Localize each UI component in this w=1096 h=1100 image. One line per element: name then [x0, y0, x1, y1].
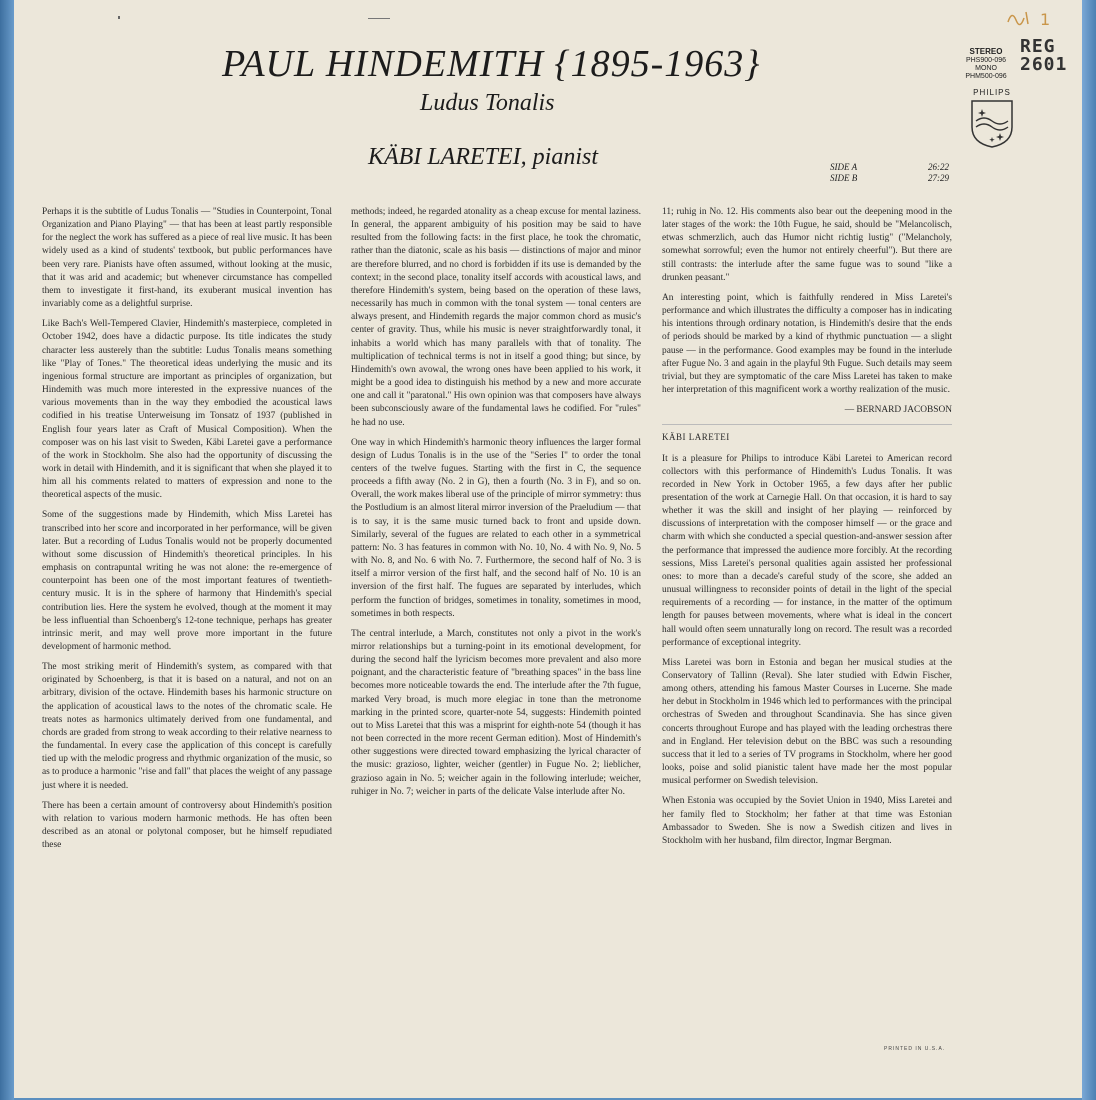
- library-stamp: [1020, 38, 1067, 74]
- handwritten-number: 1: [1040, 10, 1051, 29]
- notes-column-1: [42, 206, 332, 859]
- work-title: Ludus Tonalis: [420, 90, 555, 116]
- philips-logo: [968, 88, 1016, 154]
- catalog-numbers: [962, 48, 1010, 81]
- mono-catalog-number: PHM500-096: [965, 73, 1007, 80]
- philips-shield-icon: [968, 97, 1016, 149]
- sleeve-edge-right: [1082, 0, 1096, 1100]
- stamp-line-1: REG: [1020, 36, 1056, 57]
- paragraph: Some of the suggestions made by Hindemith, which Miss Laretei has transcribed into her score and incorporated in her performance, will be given later. But a recording of Ludus Tonalis would not be properly documented without some discussion of Hindemith's theoretical principles. In his emphasis on contrapuntal writing he was not alone: the re-emergence of counterpoint has been one of the most important features of twentieth-century music. It is in the sphere of harmony that Hindemith's special contribution lies. Here the system he evolved, though at the moment it may be less influential than Schoenberg's 12-tone technique, perhaps has greater intrinsic merit, and may well prove more important in the future development of harmonic method.: [42, 510, 332, 652]
- paragraph: One way in which Hindemith's harmonic theory influences the larger formal design of Ludus Tonalis is in the use of the "Series I" to order the tonal centers of the twelve fugues. Starting with the first in C, the sequence proceeds a fifth away (No. 2 in G), then a fourth (No. 3 in F), and so on. Overall, the work makes liberal use of the principle of mirror symmetry: thus the Postludium is an almost literal mirror inversion of the Praeludium — that is to say, it is the same music turned back to front and upside down. Similarly, several of the fugues are related to each other in a symmetrical pattern: No. 3 has features in common with No. 10, No. 4 with No. 9, No. 5 with No. 8, and No. 6 with No. 7. Furthermore, the second half of No. 3 is itself a mirror version of the first half, and the second half of No. 10 is an inversion of the first half. The fugues are separated by interludes, which perform the function of bridges, sometimes in tonality, sometimes in mood, sometimes in both respects.: [351, 437, 641, 619]
- performer-credit: KÄBI LARETEI, pianist: [368, 144, 598, 170]
- stereo-catalog-number: PHS900-096: [965, 57, 1007, 64]
- paragraph: Like Bach's Well-Tempered Clavier, Hindemith's masterpiece, completed in October 1942, does have a didactic purpose. Its title indicates the study character less austerely than the subtitle: Ludus Tonalis means something like "Play of Tones." The theoretical ideas underlying the music and its ingenious formal structure are important as principles of organization, but Hindemith was much more interested in the expressive nuances of the various movements than in the way they embodied the acoustical laws codified in his treatise Unterweisung im Tonsatz of 1937 (published in English four years later as Craft of Musical Composition). When the composer was on his last visit to Sweden, Käbi Laretei gave a performance of the work in Stockholm. She also had the opportunity of discussing the work in detail with Hindemith, and it is significant that when she played it to him all his comments related to matters of expression and none to the theoretical aspects of the music.: [42, 319, 332, 501]
- handwritten-mark: [1040, 10, 1050, 29]
- printed-in-usa: PRINTED IN U.S.A.: [884, 1046, 946, 1052]
- biography-heading: KÄBI LARETEI: [662, 424, 952, 444]
- stereo-label: STEREO: [969, 47, 1003, 56]
- print-speck: [118, 16, 120, 19]
- notes-column-3: [662, 206, 952, 855]
- paragraph: methods; indeed, he regarded atonality as a cheap excuse for mental laziness. In general, the apparent ambiguity of his position may be said to have resulted from the following facts: in the first place, he took the chromatic, rather than the diatonic, scale as his basis — distinctions of major and minor are therefore blurred, and no chord is forbidden if its use is demanded by the context; in the second place, tonality itself accords with acoustical laws, and therefore Hindemith's system, being based on the operation of these laws, necessarily has much in common with the tonal system — tonal centers are always present, and Hindemith regards the major common chord as music's center of gravity. Thus, while his music is never straightforwardly tonal, it inhabits a world which has many parallels with that of tonality. The multiplication of technical terms is not in itself a good thing; but since, by Hindemith's own avowal, the wrong ones have been applied to his work, it might be a good idea to distinguish his method by a new and more accurate one and call it "paratonal." His own opinion was that composers have always been subconsciously aware of the fundamental laws he codified. For "rules" he had no use.: [351, 207, 641, 428]
- stamp-line-2: 2601: [1020, 54, 1068, 75]
- handwritten-scribble-icon: [1006, 8, 1036, 28]
- paragraph: Perhaps it is the subtitle of Ludus Tonalis — "Studies in Counterpoint, Tonal Organization and Piano Playing" — that has been at least partly responsible for the neglect the work has suffered as a piece of real live music. It has been widely used as a kind of students' textbook, but public performances have been very rare. Pianists have often assumed, without looking at the music, that it was arid and academic; but whenever circumstance has compelled them to investigate it first-hand, its exuberant musical invention has invariably come as a delightful surprise.: [42, 207, 332, 310]
- paragraph: Miss Laretei was born in Estonia and began her musical studies at the Conservatory of Tallinn (Reval). She later studied with Edwin Fischer, among others, attending his famous Master Courses in Lucerne. She made her debut in Stockholm in 1946 which led to performances with the principal orchestras of Sweden and throughout Scandinavia. She has since given concerts throughout Europe and has played with the leading orchestras there and in England. Her television debut on the BBC was such a resounding success that it led to a series of TV programs in Stockholm, where her good looks, poise and solid pianistic talent have made her the most popular musical performer on Swedish television.: [662, 657, 952, 787]
- side-a-row: [830, 162, 949, 173]
- side-a-label: SIDE A: [830, 162, 858, 172]
- paragraph: 11; ruhig in No. 12. His comments also bear out the deepening mood in the later stages of the work: the 10th Fugue, he said, should be "Melancolisch, etwas schmerzlich, auch das Humor nicht richtig lustig" ("Melancholy, somewhat sorrowful; even the humor not entirely cheerful"). But there are still contrasts: the interlude after the same fugue was to sound "like a drunken peasant.": [662, 207, 952, 283]
- paragraph: When Estonia was occupied by the Soviet Union in 1940, Miss Laretei and her family fled to Stockholm; her father at that time was Estonian Ambassador to Sweden. She is now a Swedish citizen and lives in Stockholm with her husband, film director, Ingmar Bergman.: [662, 796, 952, 846]
- print-mark: [368, 18, 390, 19]
- side-a-time: 26:22: [928, 162, 949, 172]
- mono-label: MONO: [975, 65, 997, 72]
- paragraph: It is a pleasure for Philips to introduce Käbi Laretei to American record collectors with this performance of Hindemith's Ludus Tonalis. It was recorded in New York in October 1965, a few days after her public presentation of the work at Carnegie Hall. On that occasion, it is hard to say whether it was the skill and insight of her playing — reinforced by discussions of interpretation with the composer himself — or the grace and charm with which she conducted a special question-and-answer session after the performance that impressed the audience more forcibly. At the recording sessions, Miss Laretei's personal qualities again assisted her professional ones: to more than a decade's careful study of the score, she added an unusual willingness to reconsider points of detail in the light of the special requirements of a recording — for instance, in the matter of the optimum length for pauses between movements, where what is ideal in the concert hall would often seem unnaturally long on record. The result was a recorded performance of exceptional integrity.: [662, 453, 952, 648]
- paragraph: There has been a certain amount of controversy about Hindemith's position with relation to various modern harmonic methods. He has often been described as an atonal or polytonal composer, but he himself repudiated these: [42, 800, 332, 851]
- composer-title: PAUL HINDEMITH {1895-1963}: [222, 43, 761, 85]
- side-b-label: SIDE B: [830, 173, 858, 183]
- paragraph: The most striking merit of Hindemith's system, as compared with that originated by Schoenberg, is that it is based on a natural, and not on an arbitrary, division of the octave. Hindemith bases his harmonic structure on the application of acoustical laws to the notes of the chromatic scale. He treats notes as harmonics ultimately derived from one fundamental, and chords are graded from strong to weak according to their relative nearness to the fundamental. In every case the application of this concept is carefully tied up with the melodic progress and rhythmic organization of the music, so as to produce a harmonic "rise and fall" that places the weight of any passage just where it is needed.: [42, 662, 332, 791]
- logo-wordmark: PHILIPS: [973, 88, 1011, 97]
- paragraph: The central interlude, a March, constitutes not only a pivot in the work's mirror relationships but a turning-point in its emotional development, for during the second half the lyricism becomes more prevalent and also more poignant, and the characteristic feature of "breathing spaces" in the bass line becomes more noticeable towards the end. The interlude after the 7th fugue, marked Very broad, is much more elegiac in tone than the metronome marking in the printed score, quarter-note 54, suggests: Hindemith pointed out to Miss Laretei that this was a misprint for eighth-note 54 (though it has not been corrected in the more recent German edition). Most of Hindemith's other suggestions were directed toward emphasizing the lyrical character of the music: grazioso, lighter, weicher (gentler) in Fugue No. 2; lieblicher, grazioso again in No. 5; weicher again in the following interlude; weicher, ruhiger in No. 7; weicher in parts of the delicate Valse interlude after No.: [351, 628, 641, 797]
- side-b-row: [830, 173, 949, 184]
- sleeve-edge-left: [0, 0, 14, 1100]
- notes-column-2: [351, 206, 641, 806]
- author-signature: — BERNARD JACOBSON: [844, 405, 952, 416]
- paragraph: An interesting point, which is faithfully rendered in Miss Laretei's performance and which illustrates the difficulty a composer has in indicating his intentions through ordinary notation, is Hindemith's desire that the ends of periods should be marked by a kind of rhythmic punctuation — a slight pause — in the performance. Good examples may be found in the interlude after Fugue No. 3 and again in the playful 9th Fugue. Such details may seem trivial, but they are symptomatic of the care Miss Laretei has taken to make her interpretation of this magnificent work a worthy realization of the music.: [662, 292, 952, 396]
- side-b-time: 27:29: [928, 173, 949, 183]
- side-timings: [830, 162, 949, 184]
